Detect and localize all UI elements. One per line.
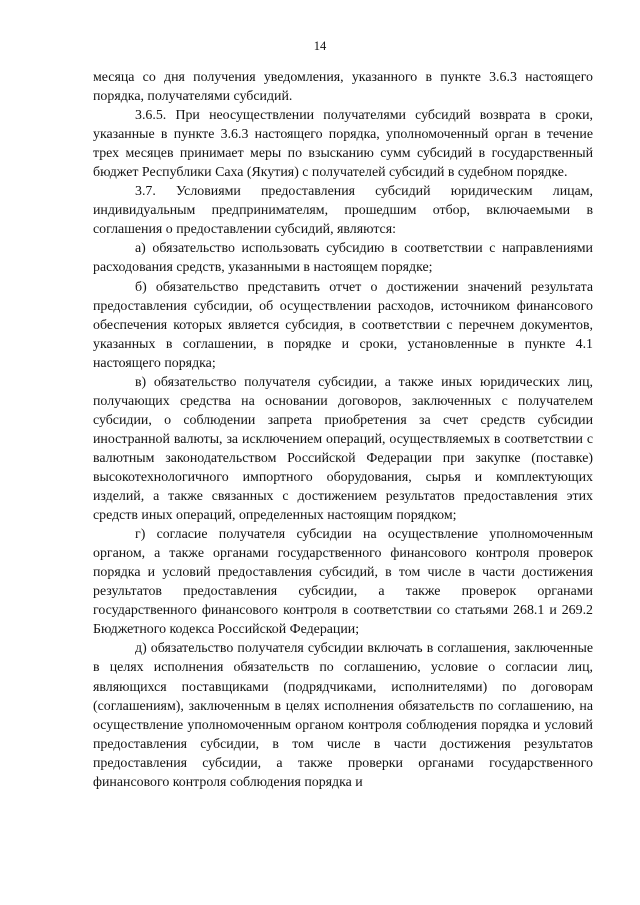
list-item-v: в) обязательство получателя субсидии, а также иных юридических лиц, получающих средства на основании договоров, заключенных с получателем субсидии, о соблюдении запрета приобретения за счет средств субсидии иностранной валюты, за исключением операций, осуществляемых в соответствии с валютным законодательством Российской Федерации при закупке (поставке) высокотехнологичного импортного оборудования, сырья и комплектующих изделий, а также связанных с достижением результатов предоставления этих средств иных операций, определенных настоящим порядком; — [93, 374, 593, 524]
paragraph-3-6-5: 3.6.5. При неосуществлении получателями субсидий возврата в сроки, указанные в пункте 3.6.3 настоящего порядка, уполномоченный орган в течение трех месяцев принимает меры по взысканию сумм субсидий в государственный бюджет Республики Саха (Якутия) с получателей субсидий в судебном порядке. — [93, 108, 593, 181]
document-body — [93, 68, 593, 792]
paragraph-continuation: месяца со дня получения уведомления, указанного в пункте 3.6.3 настоящего порядка, получателями субсидий. — [93, 70, 593, 105]
list-item-a: а) обязательство использовать субсидию в соответствии с направлениями расходования средств, указанными в настоящем порядке; — [93, 241, 593, 276]
list-item-g: г) согласие получателя субсидии на осуществление уполномоченным органом, а также органами государственного финансового контроля проверок порядка и условий предоставления субсидий, в том числе в части достижения результатов предоставления субсидии, а также проверок органами государственного финансового контроля в соответствии со статьями 268.1 и 269.2 Бюджетного кодекса Российской Федерации; — [93, 527, 593, 638]
list-item-d: д) обязательство получателя субсидии включать в соглашения, заключенные в целях исполнения обязательств по соглашению, условие о согласии лиц, являющихся поставщиками (подрядчиками, исполнителями) по договорам (соглашениям), заключенным в целях исполнения обязательств по соглашению, на осуществление уполномоченным органом контроля соблюдения порядка и условий предоставления субсидии, в том числе в части достижения результатов предоставления субсидии, а также проверки органами государственного финансового контроля соблюдения порядка и — [93, 641, 593, 790]
page-number: 14 — [313, 39, 327, 53]
paragraph-3-7: 3.7. Условиями предоставления субсидий юридическим лицам, индивидуальным предпринимателям, прошедшим отбор, включаемыми в соглашения о предоставлении субсидий, являются: — [93, 184, 593, 238]
list-item-b: б) обязательство представить отчет о достижении значений результата предоставления субсидии, об осуществлении расходов, источником финансового обеспечения которых является субсидия, в соответствии с перечнем документов, указанных в соглашении, в порядке и сроки, установленные в пункте 4.1 настоящего порядка; — [93, 279, 593, 371]
